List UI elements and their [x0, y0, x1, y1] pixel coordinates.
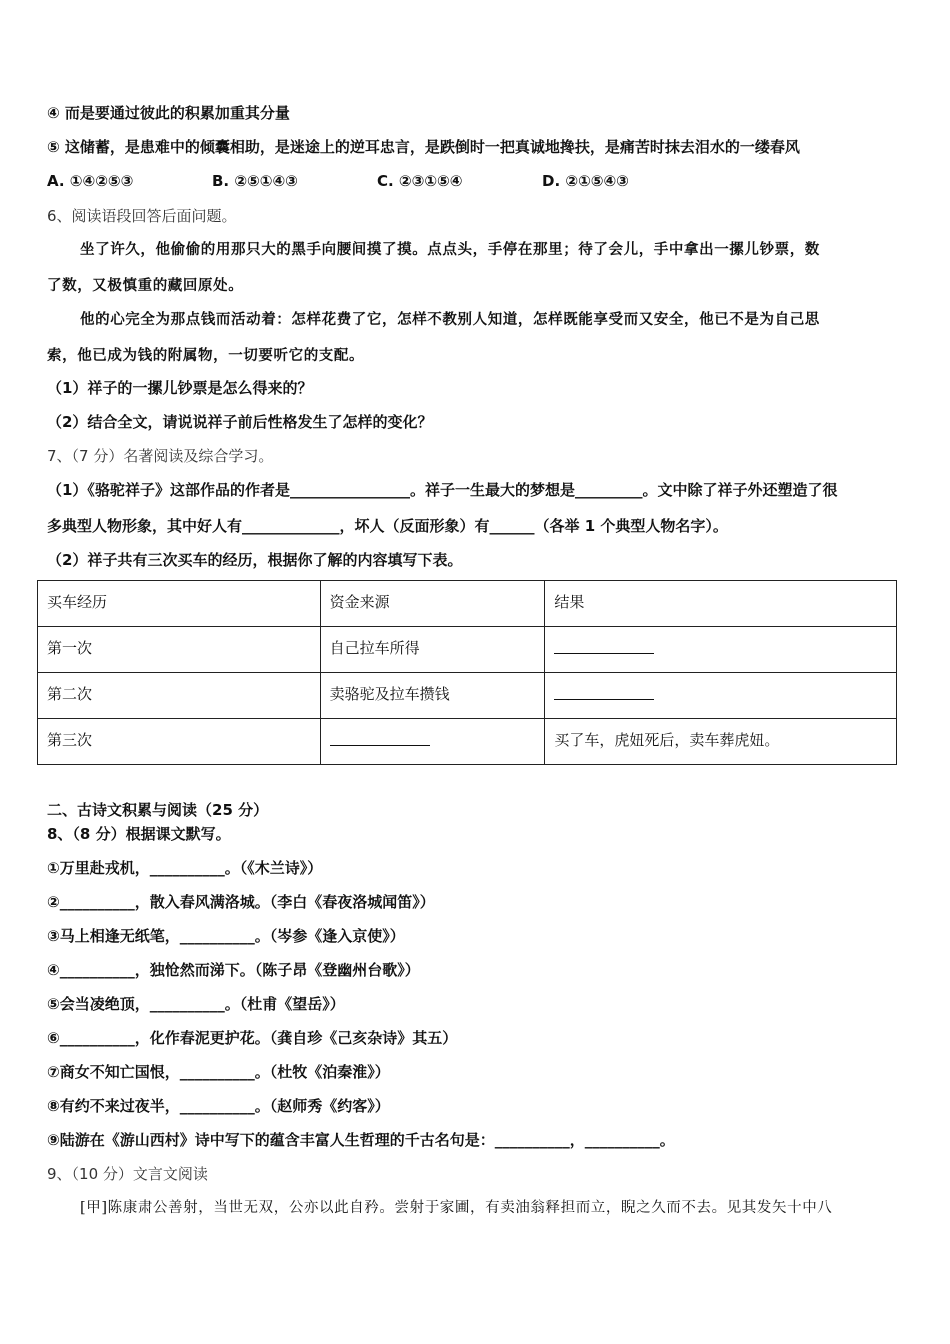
q5-item-4: ④ 而是要通过彼此的积累加重其分量: [47, 104, 290, 122]
table-cell-blank[interactable]: [545, 627, 897, 673]
table-header-cell: 资金来源: [320, 581, 545, 627]
table-cell: 第二次: [38, 673, 321, 719]
q9-heading: 9、（10 分）文言文阅读: [47, 1165, 208, 1183]
table-cell: 第一次: [38, 627, 321, 673]
q8-line-1: ①万里赴戎机，__________。（《木兰诗》）: [47, 859, 323, 877]
q8-line-2: ②__________，散入春风满洛城。（李白《春夜洛城闻笛》）: [47, 893, 435, 911]
q5-option-a: A. ①④②⑤③: [47, 172, 134, 190]
section-2-heading: 二、古诗文积累与阅读（25 分）: [47, 801, 269, 819]
table-header-cell: 结果: [545, 581, 897, 627]
table-header-row: [38, 581, 897, 627]
q8-line-3: ③马上相逢无纸笔，__________。（岑参《逢入京使》）: [47, 927, 405, 945]
car-purchase-table: [37, 580, 897, 765]
table-cell: 买了车，虎妞死后，卖车葬虎妞。: [545, 719, 897, 765]
fill-blank[interactable]: [330, 729, 430, 746]
q5-option-c: C. ②③①⑤④: [377, 172, 463, 190]
table-cell-blank[interactable]: [320, 719, 545, 765]
q6-passage-p2-l1: 他的心完全为那点钱而活动着：怎样花费了它，怎样不教别人知道，怎样既能享受而又安全，他已不是为自己思: [80, 311, 820, 328]
q8-line-6: ⑥__________，化作春泥更护花。（龚自珍《己亥杂诗》其五）: [47, 1029, 458, 1047]
q7-sub-1-line-2: 多典型人物形象，其中好人有_____________，坏人（反面形象）有______（各举 1 个典型人物名字）。: [47, 517, 728, 535]
q7-sub-2: （2）祥子共有三次买车的经历，根据你了解的内容填写下表。: [47, 551, 463, 569]
table-cell: 卖骆驼及拉车攒钱: [320, 673, 545, 719]
q6-passage-p1-l2: 了数，又极慎重的藏回原处。: [47, 277, 244, 294]
q6-sub-question-1: （1）祥子的一摞儿钞票是怎么得来的？: [47, 379, 313, 397]
q5-option-d: D. ②①⑤④③: [542, 172, 629, 190]
fill-blank[interactable]: [554, 683, 654, 700]
fill-blank[interactable]: [554, 637, 654, 654]
q9-passage: [甲]陈康肃公善射，当世无双，公亦以此自矜。尝射于家圃，有卖油翁释担而立，睨之久而不去。见其发矢十中八: [80, 1200, 833, 1216]
table-cell-blank[interactable]: [545, 673, 897, 719]
q8-line-9: ⑨陆游在《游山西村》诗中写下的蕴含丰富人生哲理的千古名句是：__________，__________。: [47, 1131, 675, 1149]
q5-item-5: ⑤ 这储蓄，是患难中的倾囊相助，是迷途上的逆耳忠言，是跌倒时一把真诚地搀扶，是痛苦时抹去泪水的一缕春风: [47, 138, 800, 156]
table-row: [38, 719, 897, 765]
q5-option-b: B. ②⑤①④③: [212, 172, 298, 190]
q8-line-4: ④__________，独怆然而涕下。（陈子昂《登幽州台歌》）: [47, 961, 420, 979]
q6-sub-question-2: （2）结合全文，请说说祥子前后性格发生了怎样的变化？: [47, 413, 433, 431]
table-cell: 自己拉车所得: [320, 627, 545, 673]
table-header-cell: 买车经历: [38, 581, 321, 627]
table-row: [38, 627, 897, 673]
q7-heading: 7、（7 分）名著阅读及综合学习。: [47, 447, 274, 465]
q7-sub-1-line-1: （1）《骆驼祥子》这部作品的作者是________________。祥子一生最大的梦想是_________。文中除了祥子外还塑造了很: [47, 481, 838, 499]
table-row: [38, 673, 897, 719]
q6-passage-p2-l2: 索，他已成为钱的附属物，一切要听它的支配。: [47, 347, 365, 364]
table-cell: 第三次: [38, 719, 321, 765]
q8-heading: 8、（8 分）根据课文默写。: [47, 825, 231, 843]
q8-line-7: ⑦商女不知亡国恨，__________。（杜牧《泊秦淮》）: [47, 1063, 390, 1081]
q8-line-5: ⑤会当凌绝顶，__________。（杜甫《望岳》）: [47, 995, 345, 1013]
q8-line-8: ⑧有约不来过夜半，__________。（赵师秀《约客》）: [47, 1097, 390, 1115]
q6-heading: 6、阅读语段回答后面问题。: [47, 207, 237, 225]
q6-passage-p1-l1: 坐了许久，他偷偷的用那只大的黑手向腰间摸了摸。点点头，手停在那里；待了会儿，手中拿出一摞儿钞票，数: [80, 241, 820, 258]
